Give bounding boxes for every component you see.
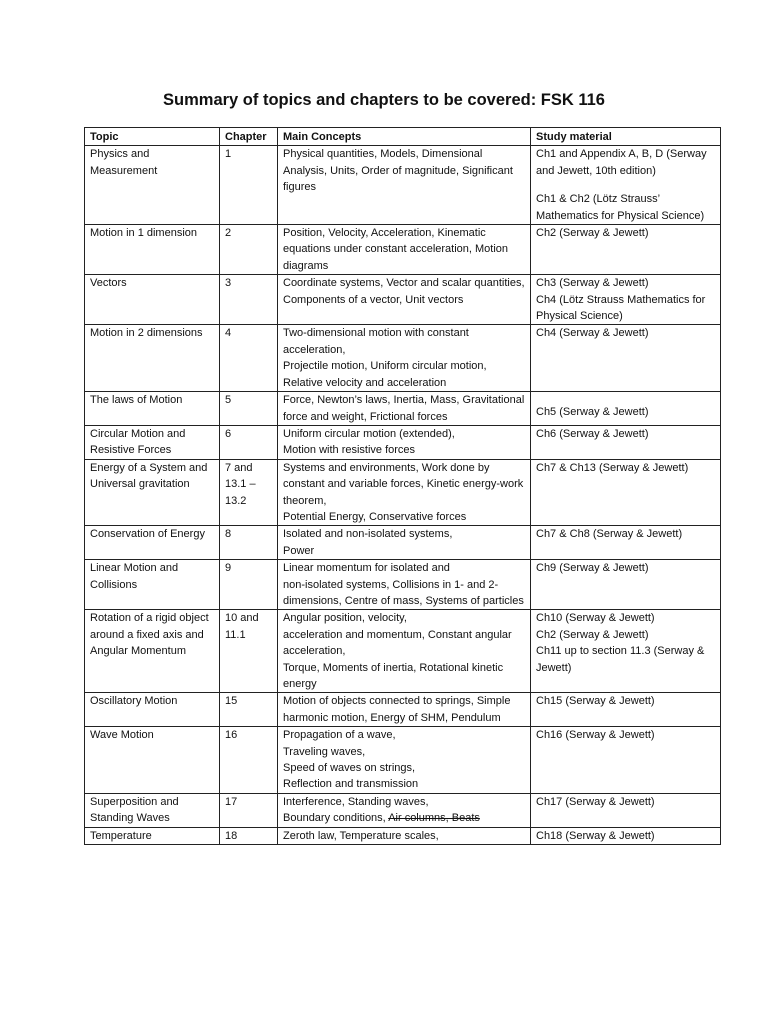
cell-text: Angular position, velocity, xyxy=(283,612,407,625)
table-row xyxy=(85,727,721,794)
cell-topic: Conservation of Energy xyxy=(85,526,220,560)
cell-line xyxy=(283,275,526,308)
cell-text: Speed of waves on strings, xyxy=(283,762,416,775)
paragraph-gap xyxy=(536,392,716,404)
cell-topic: Temperature xyxy=(85,827,220,844)
cell-line xyxy=(283,426,526,442)
cell-line xyxy=(283,225,526,274)
cell-line xyxy=(536,292,716,325)
cell-chapter: 5 xyxy=(220,392,278,426)
cell-text: Ch6 (Serway & Jewett) xyxy=(536,427,649,440)
table-row xyxy=(85,560,721,610)
cell-text: Potential Energy, Conservative forces xyxy=(283,510,467,523)
cell-text: Ch18 (Serway & Jewett) xyxy=(536,829,655,842)
cell-chapter: 7 and 13.1 – 13.2 xyxy=(220,459,278,526)
cell-line xyxy=(536,275,716,291)
cell-topic: Linear Motion and Collisions xyxy=(85,560,220,610)
header-chapter: Chapter xyxy=(220,128,278,146)
cell-text: Ch7 & Ch13 (Serway & Jewett) xyxy=(536,461,689,474)
cell-main-concepts xyxy=(278,459,531,526)
cell-line xyxy=(283,358,526,391)
cell-line xyxy=(536,191,716,224)
cell-chapter: 9 xyxy=(220,560,278,610)
cell-study-material xyxy=(531,146,721,225)
cell-line xyxy=(536,794,716,810)
cell-line xyxy=(283,577,526,610)
cell-line xyxy=(283,794,526,810)
cell-text: Ch7 & Ch8 (Serway & Jewett) xyxy=(536,528,683,541)
cell-line xyxy=(283,442,526,458)
cell-line xyxy=(536,693,716,709)
cell-line xyxy=(536,325,716,341)
cell-text: Power xyxy=(283,544,315,557)
cell-line xyxy=(283,325,526,358)
cell-text: Ch9 (Serway & Jewett) xyxy=(536,562,649,575)
cell-topic: Superposition and Standing Waves xyxy=(85,793,220,827)
cell-line xyxy=(283,392,526,425)
cell-text: Reflection and transmission xyxy=(283,778,419,791)
cell-line xyxy=(283,828,526,844)
cell-chapter: 15 xyxy=(220,693,278,727)
cell-chapter: 1 xyxy=(220,146,278,225)
table-body xyxy=(85,146,721,845)
table-row xyxy=(85,459,721,526)
cell-text: Ch5 (Serway & Jewett) xyxy=(536,406,649,419)
table-row xyxy=(85,325,721,392)
cell-study-material xyxy=(531,225,721,275)
cell-study-material xyxy=(531,827,721,844)
cell-text: Ch1 & Ch2 (Lötz Strauss’ Mathematics for Physical Science) xyxy=(536,193,705,222)
cell-main-concepts xyxy=(278,225,531,275)
cell-line xyxy=(283,509,526,525)
cell-topic: Physics and Measurement xyxy=(85,146,220,225)
cell-line xyxy=(536,404,716,420)
cell-main-concepts xyxy=(278,146,531,225)
cell-line xyxy=(283,776,526,792)
cell-line xyxy=(283,610,526,626)
cell-study-material xyxy=(531,560,721,610)
cell-topic: Vectors xyxy=(85,275,220,325)
cell-main-concepts xyxy=(278,827,531,844)
cell-text: Ch4 (Serway & Jewett) xyxy=(536,327,649,340)
cell-text: non-isolated systems, Collisions in 1- and 2-dimensions, Centre of mass, Systems of particles xyxy=(283,578,524,607)
table-row xyxy=(85,827,721,844)
cell-topic: Wave Motion xyxy=(85,727,220,794)
cell-main-concepts xyxy=(278,727,531,794)
cell-topic: Oscillatory Motion xyxy=(85,693,220,727)
cell-line xyxy=(536,610,716,626)
cell-chapter: 18 xyxy=(220,827,278,844)
cell-study-material xyxy=(531,325,721,392)
cell-line xyxy=(283,543,526,559)
cell-text: Motion of objects connected to springs, Simple harmonic motion, Energy of SHM, Pendulum xyxy=(283,695,514,724)
cell-text: Torque, Moments of inertia, Rotational kinetic energy xyxy=(283,661,507,690)
cell-line xyxy=(283,727,526,743)
table-row xyxy=(85,793,721,827)
cell-line xyxy=(536,460,716,476)
cell-text: Systems and environments, Work done by constant and variable forces, Kinetic energy-work theorem, xyxy=(283,461,527,507)
header-main-concepts: Main Concepts xyxy=(278,128,531,146)
cell-text: Interference, Standing waves, xyxy=(283,795,429,808)
cell-main-concepts xyxy=(278,610,531,693)
cell-chapter: 16 xyxy=(220,727,278,794)
table-row xyxy=(85,225,721,275)
cell-main-concepts xyxy=(278,526,531,560)
cell-line xyxy=(283,627,526,660)
cell-study-material xyxy=(531,275,721,325)
cell-main-concepts xyxy=(278,560,531,610)
cell-text: Ch1 and Appendix A, B, D (Serway and Jewett, 10th edition) xyxy=(536,148,710,177)
cell-main-concepts xyxy=(278,275,531,325)
cell-text: Two-dimensional motion with constant acceleration, xyxy=(283,327,472,356)
cell-topic: Rotation of a rigid object around a fixed axis and Angular Momentum xyxy=(85,610,220,693)
cell-text: Projectile motion, Uniform circular motion, Relative velocity and acceleration xyxy=(283,360,490,389)
cell-chapter: 3 xyxy=(220,275,278,325)
cell-line xyxy=(283,660,526,693)
cell-text: Traveling waves, xyxy=(283,745,366,758)
cell-line xyxy=(283,560,526,576)
struck-text: Air columns, Beats xyxy=(388,812,480,825)
cell-topic: Motion in 1 dimension xyxy=(85,225,220,275)
cell-line xyxy=(536,727,716,743)
cell-text: Linear momentum for isolated and xyxy=(283,562,450,575)
cell-chapter: 10 and 11.1 xyxy=(220,610,278,693)
cell-topic: Energy of a System and Universal gravitation xyxy=(85,459,220,526)
cell-topic: Circular Motion and Resistive Forces xyxy=(85,425,220,459)
cell-text: Coordinate systems, Vector and scalar quantities, Components of a vector, Unit vectors xyxy=(283,277,528,306)
cell-topic: The laws of Motion xyxy=(85,392,220,426)
cell-main-concepts xyxy=(278,693,531,727)
cell-text: acceleration and momentum, Constant angular acceleration, xyxy=(283,628,515,658)
cell-text: Physical quantities, Models, Dimensional Analysis, Units, Order of magnitude, Significant figures xyxy=(283,148,516,194)
cell-line xyxy=(283,760,526,776)
cell-chapter: 2 xyxy=(220,225,278,275)
cell-text: Ch11 up to section 11.3 (Serway & Jewett) xyxy=(536,645,708,674)
cell-text: Force, Newton’s laws, Inertia, Mass, Gravitational force and weight, Frictional forces xyxy=(283,394,528,423)
cell-text: Ch2 (Serway & Jewett) xyxy=(536,628,649,641)
cell-text: Motion with resistive forces xyxy=(283,444,416,457)
cell-text: Boundary conditions, xyxy=(283,812,389,825)
table-header xyxy=(85,128,721,146)
cell-line xyxy=(536,146,716,179)
cell-text: Ch3 (Serway & Jewett) xyxy=(536,277,649,290)
cell-line xyxy=(536,643,716,676)
cell-study-material xyxy=(531,425,721,459)
cell-main-concepts xyxy=(278,793,531,827)
header-study-material: Study material xyxy=(531,128,721,146)
cell-study-material xyxy=(531,526,721,560)
cell-line xyxy=(536,426,716,442)
cell-line xyxy=(283,744,526,760)
cell-line xyxy=(283,693,526,726)
cell-chapter: 17 xyxy=(220,793,278,827)
cell-text: Ch17 (Serway & Jewett) xyxy=(536,795,655,808)
cell-study-material xyxy=(531,693,721,727)
cell-text: Ch2 (Serway & Jewett) xyxy=(536,227,649,240)
cell-text: Position, Velocity, Acceleration, Kinematic equations under constant acceleration, Motion diagrams xyxy=(283,227,512,272)
cell-line xyxy=(283,146,526,195)
cell-study-material xyxy=(531,610,721,693)
cell-text: Propagation of a wave, xyxy=(283,729,396,742)
table-row xyxy=(85,275,721,325)
cell-main-concepts xyxy=(278,392,531,426)
cell-topic: Motion in 2 dimensions xyxy=(85,325,220,392)
cell-chapter: 4 xyxy=(220,325,278,392)
cell-line xyxy=(283,526,526,542)
cell-study-material xyxy=(531,459,721,526)
cell-text: Ch4 (Lötz Strauss Mathematics for Physical Science) xyxy=(536,293,709,323)
table-row xyxy=(85,610,721,693)
table-row xyxy=(85,425,721,459)
table-row xyxy=(85,146,721,225)
cell-study-material xyxy=(531,793,721,827)
cell-text: Uniform circular motion (extended), xyxy=(283,427,455,440)
cell-text: Ch15 (Serway & Jewett) xyxy=(536,695,655,708)
cell-line xyxy=(283,460,526,509)
table-row xyxy=(85,693,721,727)
cell-main-concepts xyxy=(278,325,531,392)
cell-study-material xyxy=(531,727,721,794)
cell-text: Ch10 (Serway & Jewett) xyxy=(536,612,655,625)
cell-chapter: 8 xyxy=(220,526,278,560)
cell-text: Ch16 (Serway & Jewett) xyxy=(536,729,655,742)
cell-line xyxy=(536,828,716,844)
cell-line xyxy=(536,526,716,542)
page-title: Summary of topics and chapters to be covered: FSK 116 xyxy=(163,91,605,109)
cell-text: Isolated and non-isolated systems, xyxy=(283,528,453,541)
cell-line xyxy=(536,225,716,241)
cell-line xyxy=(536,560,716,576)
cell-study-material xyxy=(531,392,721,426)
cell-text: Zeroth law, Temperature scales, xyxy=(283,829,439,842)
paragraph-gap xyxy=(536,179,716,191)
cell-main-concepts xyxy=(278,425,531,459)
table-row xyxy=(85,392,721,426)
cell-line xyxy=(283,810,526,826)
cell-line xyxy=(536,627,716,643)
header-row xyxy=(85,128,721,146)
header-topic: Topic xyxy=(85,128,220,146)
topics-table xyxy=(84,127,721,845)
cell-chapter: 6 xyxy=(220,425,278,459)
table-row xyxy=(85,526,721,560)
